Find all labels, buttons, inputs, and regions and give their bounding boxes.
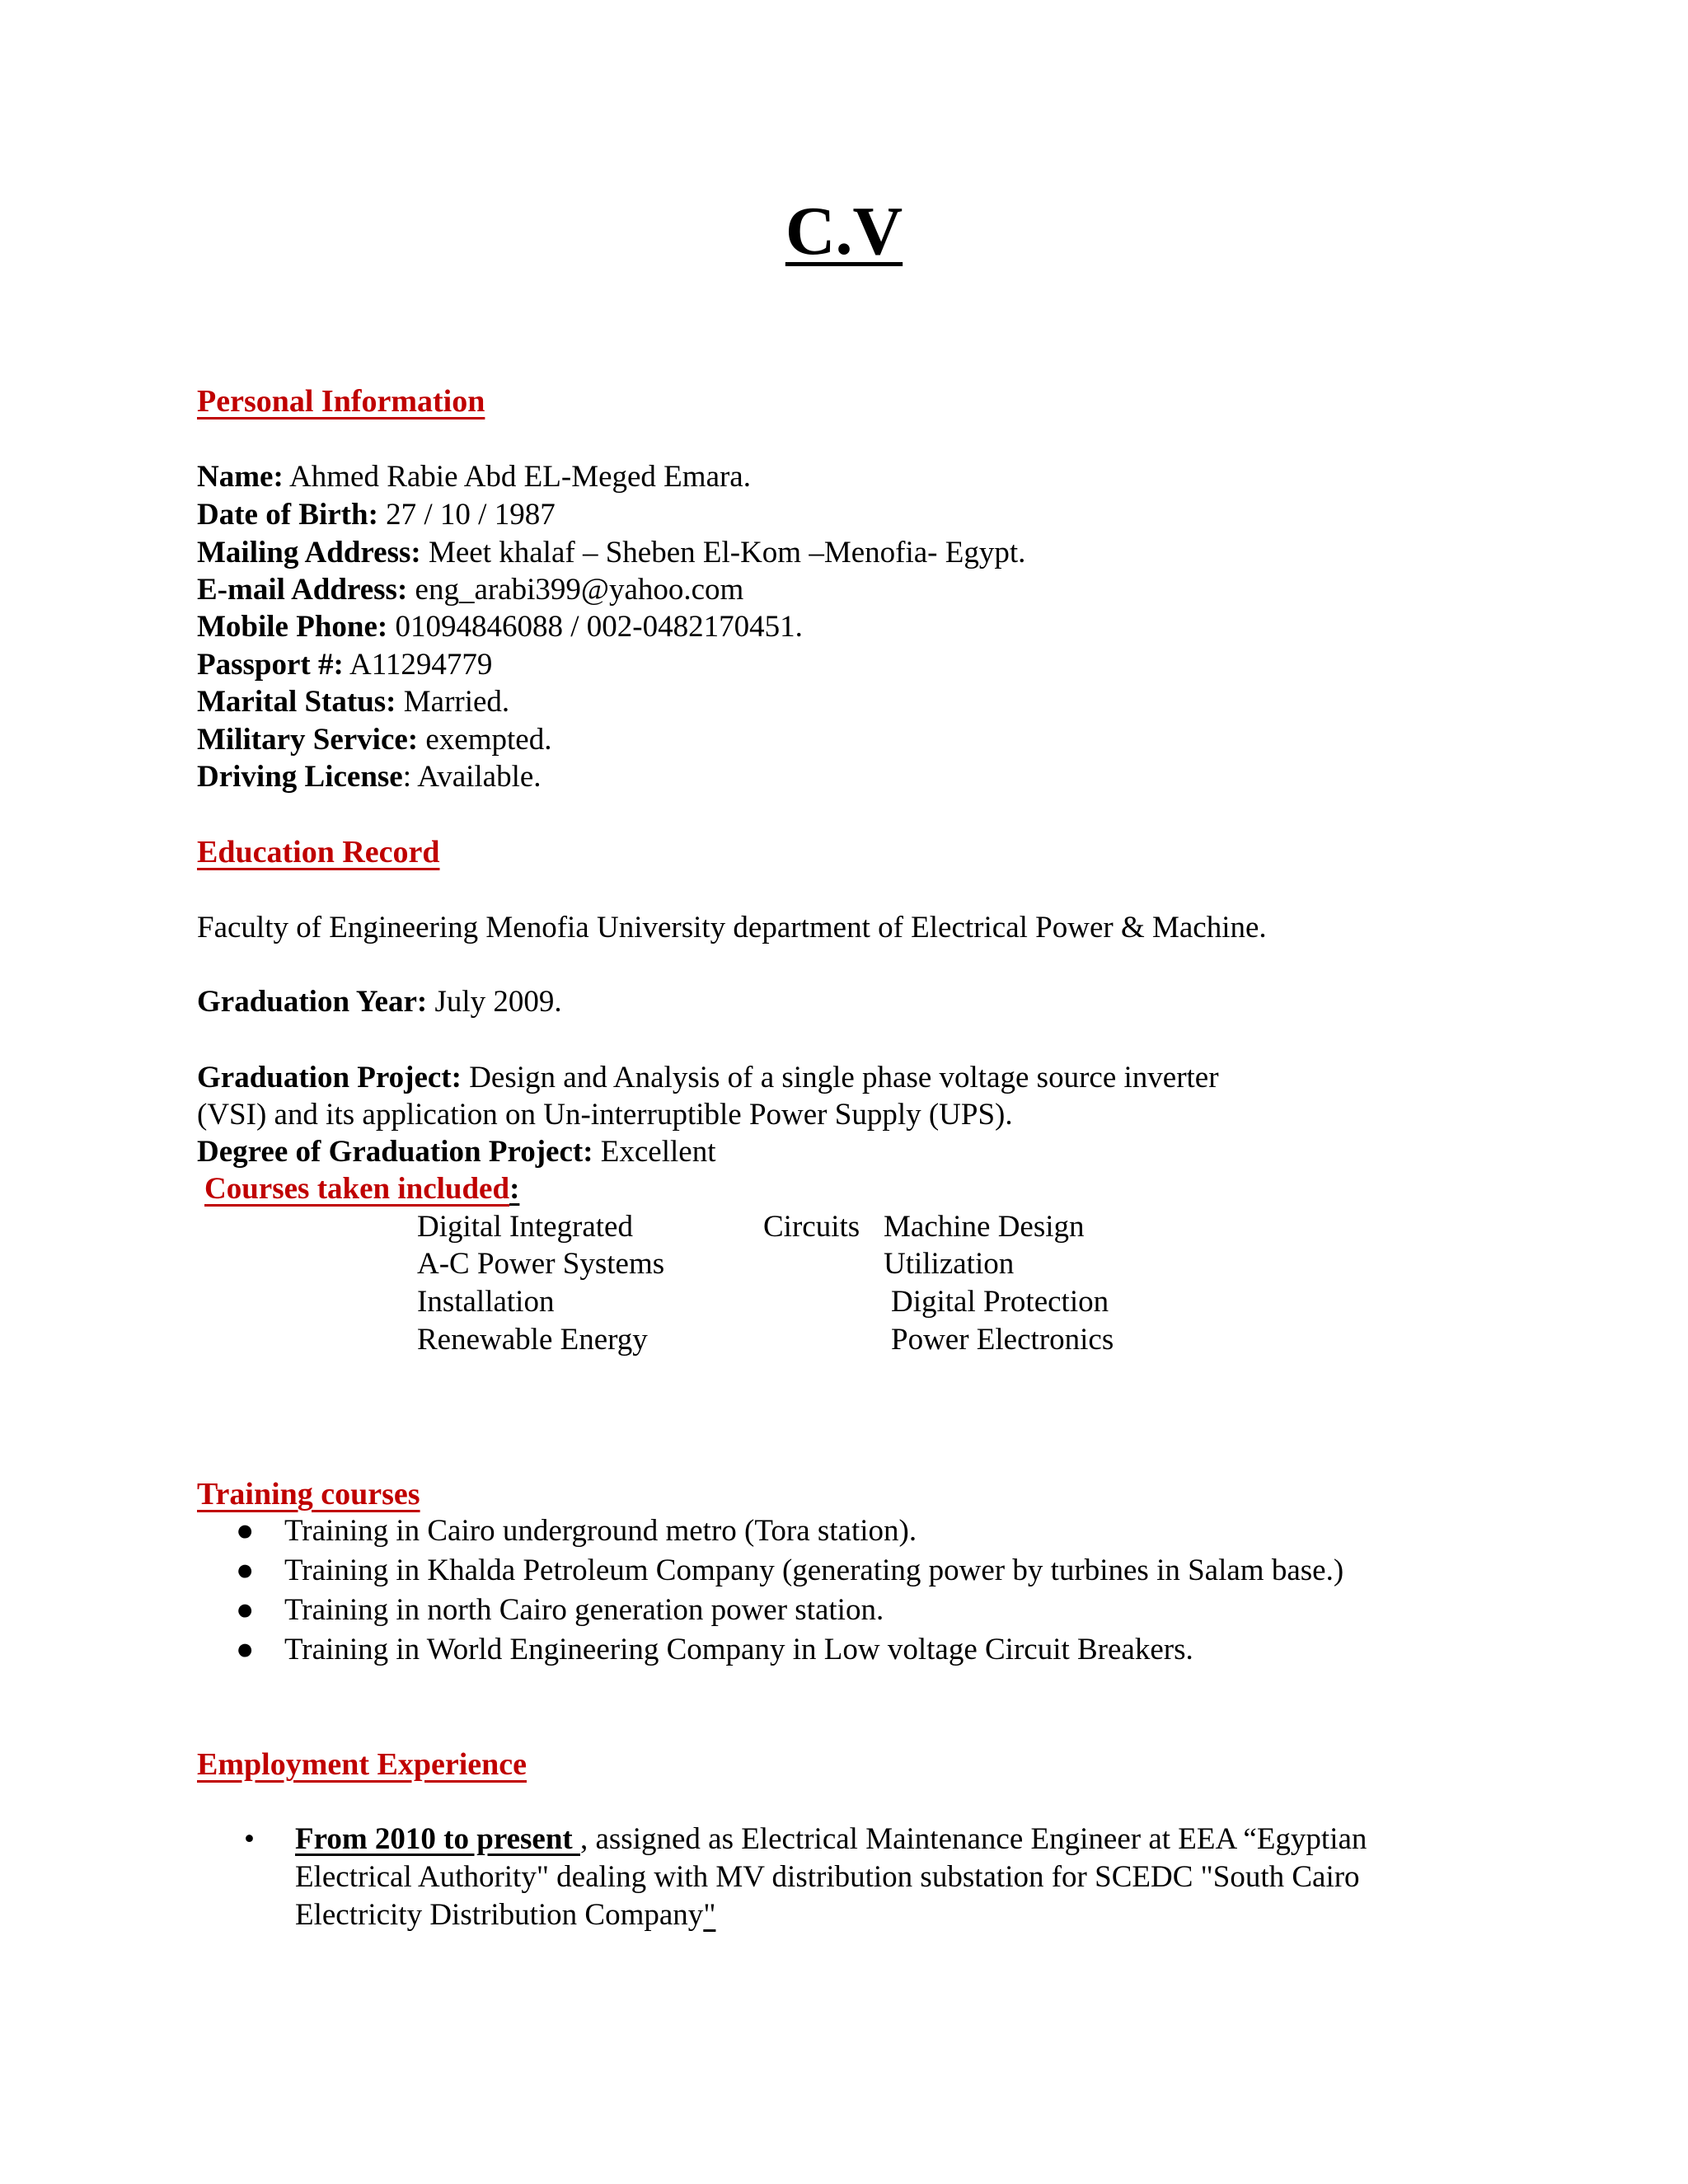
marital-value: Married.: [403, 685, 510, 719]
graduation-project-line-2: (VSI) and its application on Un-interruptible Power Supply (UPS).: [197, 1098, 1013, 1132]
degree-line: [197, 1134, 715, 1169]
course-digital-integrated: Digital Integrated: [417, 1210, 633, 1244]
course-circuits: Circuits: [763, 1210, 860, 1244]
employment-text-3: Electricity Distribution Company: [295, 1898, 704, 1932]
employment-period: From 2010 to present: [295, 1822, 580, 1856]
mailing-address-value: Meet khalaf – Sheben El-Kom –Menofia- Egypt.: [428, 536, 1026, 569]
name-label: Name:: [197, 460, 284, 494]
course-digital-protection: Digital Protection: [891, 1285, 1109, 1319]
training-heading: Training courses: [197, 1477, 420, 1511]
mobile-label: Mobile Phone:: [197, 610, 388, 644]
employment-line-2: Electrical Authority" dealing with MV distribution substation for SCEDC "South Cairo: [295, 1860, 1360, 1894]
graduation-year-label: Graduation Year:: [197, 985, 428, 1019]
employment-line-1: [295, 1821, 1367, 1857]
course-utilization: Utilization: [884, 1247, 1015, 1281]
military-line: [197, 722, 551, 757]
name-line: [197, 459, 751, 494]
bullet-icon: ●: [236, 1633, 255, 1666]
email-line: [197, 572, 743, 607]
military-label: Military Service:: [197, 723, 419, 757]
bullet-icon: •: [244, 1822, 255, 1856]
graduation-project-label: Graduation Project:: [197, 1061, 462, 1094]
graduation-project-value: Design and Analysis of a single phase voltage source inverter: [469, 1061, 1219, 1094]
passport-value: A11294779: [349, 648, 493, 682]
courses-colon: :: [509, 1172, 520, 1206]
marital-label: Marital Status:: [197, 685, 396, 719]
employment-heading: Employment Experience: [197, 1747, 528, 1782]
courses-label: Courses taken included: [204, 1172, 510, 1206]
dob-label: Date of Birth:: [197, 498, 378, 532]
bullet-icon: ●: [236, 1554, 255, 1587]
mobile-value: 01094846088 / 002-0482170451.: [395, 610, 803, 644]
driving-label: Driving License: [197, 760, 403, 794]
course-ac-power-systems: A-C Power Systems: [417, 1247, 665, 1281]
mailing-address-line: [197, 535, 1025, 570]
email-value: eng_arabi399@yahoo.com: [415, 573, 744, 607]
passport-label: Passport #:: [197, 648, 344, 682]
dob-value: 27 / 10 / 1987: [386, 498, 556, 532]
marital-line: [197, 684, 509, 719]
driving-line: [197, 759, 542, 794]
mailing-address-label: Mailing Address:: [197, 536, 421, 569]
course-installation: Installation: [417, 1285, 555, 1319]
course-power-electronics: Power Electronics: [891, 1323, 1114, 1357]
bullet-icon: ●: [236, 1514, 255, 1548]
passport-line: [197, 647, 492, 682]
name-value: Ahmed Rabie Abd EL-Meged Emara.: [289, 460, 751, 494]
training-item-2: Training in Khalda Petroleum Company (generating power by turbines in Salam base.): [284, 1554, 1344, 1587]
training-item-3: Training in north Cairo generation power station.: [284, 1593, 884, 1627]
employment-line-3: [295, 1897, 715, 1933]
graduation-year-value: July 2009.: [434, 985, 562, 1019]
employment-text-1: , assigned as Electrical Maintenance Engineer at EEA “Egyptian: [579, 1822, 1367, 1856]
training-item-4: Training in World Engineering Company in Low voltage Circuit Breakers.: [284, 1633, 1193, 1666]
faculty-line: Faculty of Engineering Menofia University department of Electrical Power & Machine.: [197, 911, 1267, 944]
page-title: C.V: [785, 193, 903, 269]
graduation-year-line: [197, 984, 562, 1019]
graduation-project-line: [197, 1060, 1219, 1095]
military-value: exempted.: [425, 723, 552, 757]
mobile-line: [197, 609, 803, 644]
course-machine-design: Machine Design: [884, 1210, 1085, 1244]
driving-value: : Available.: [402, 760, 542, 794]
courses-heading-line: [204, 1171, 519, 1207]
course-renewable-energy: Renewable Energy: [417, 1323, 648, 1357]
personal-info-heading: Personal Information: [197, 384, 485, 419]
bullet-icon: ●: [236, 1593, 255, 1627]
degree-value: Excellent: [600, 1135, 716, 1169]
employment-text-3-quote: ": [703, 1898, 716, 1932]
dob-line: [197, 497, 556, 532]
degree-label: Degree of Graduation Project:: [197, 1135, 593, 1169]
email-label: E-mail Address:: [197, 573, 408, 607]
education-heading: Education Record: [197, 835, 440, 869]
training-item-1: Training in Cairo underground metro (Tora station).: [284, 1514, 917, 1548]
